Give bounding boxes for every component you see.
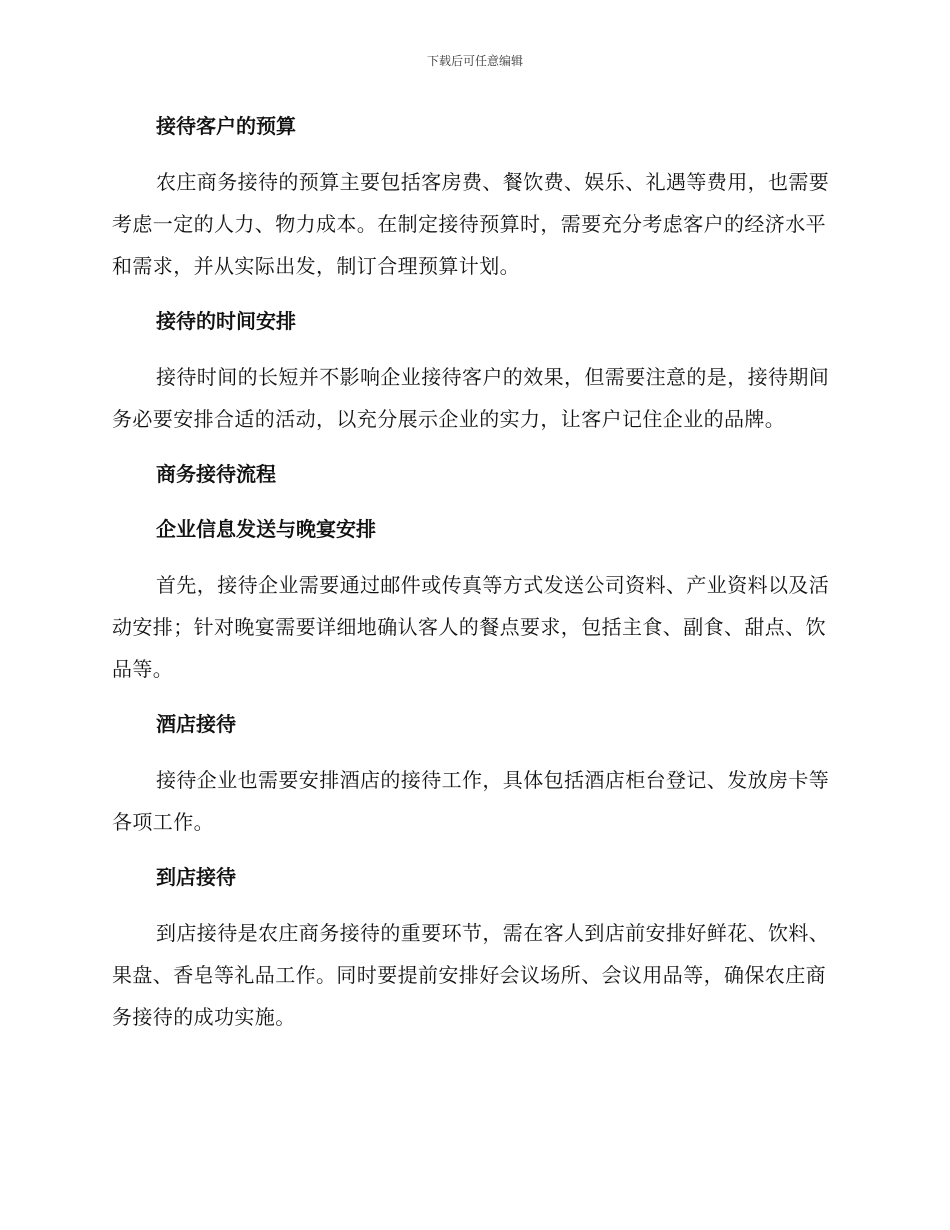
section-heading-schedule: 接待的时间安排 <box>156 309 296 333</box>
section-paragraph-arrival: 到店接待是农庄商务接待的重要环节，需在客人到店前安排好鲜花、饮料、果盘、香皂等礼品工作。同时要提前安排好会议场所、会议用品等，确保农庄商务接待的成功实施。 <box>112 921 830 1029</box>
section-paragraph-schedule: 接待时间的长短并不影响企业接待客户的效果，但需要注意的是，接待期间务必要安排合适的活动，以充分展示企业的实力，让客户记住企业的品牌。 <box>112 365 830 431</box>
document-body <box>112 106 830 1038</box>
section-heading-budget: 接待客户的预算 <box>156 114 296 138</box>
section-heading-info-banquet: 企业信息发送与晚宴安排 <box>156 517 376 541</box>
section-heading-process: 商务接待流程 <box>156 462 276 486</box>
section-paragraph-budget: 农庄商务接待的预算主要包括客房费、餐饮费、娱乐、礼遇等费用，也需要考虑一定的人力、物力成本。在制定接待预算时，需要充分考虑客户的经济水平和需求，并从实际出发，制订合理预算计划。 <box>112 170 830 278</box>
section-heading-hotel: 酒店接待 <box>156 712 236 736</box>
section-paragraph-hotel: 接待企业也需要安排酒店的接待工作，具体包括酒店柜台登记、发放房卡等各项工作。 <box>112 768 830 834</box>
section-heading-arrival: 到店接待 <box>156 865 236 889</box>
section-paragraph-info-banquet: 首先，接待企业需要通过邮件或传真等方式发送公司资料、产业资料以及活动安排；针对晚宴需要详细地确认客人的餐点要求，包括主食、副食、甜点、饮品等。 <box>112 573 830 681</box>
page-header: 下载后可任意编辑 <box>426 54 523 68</box>
